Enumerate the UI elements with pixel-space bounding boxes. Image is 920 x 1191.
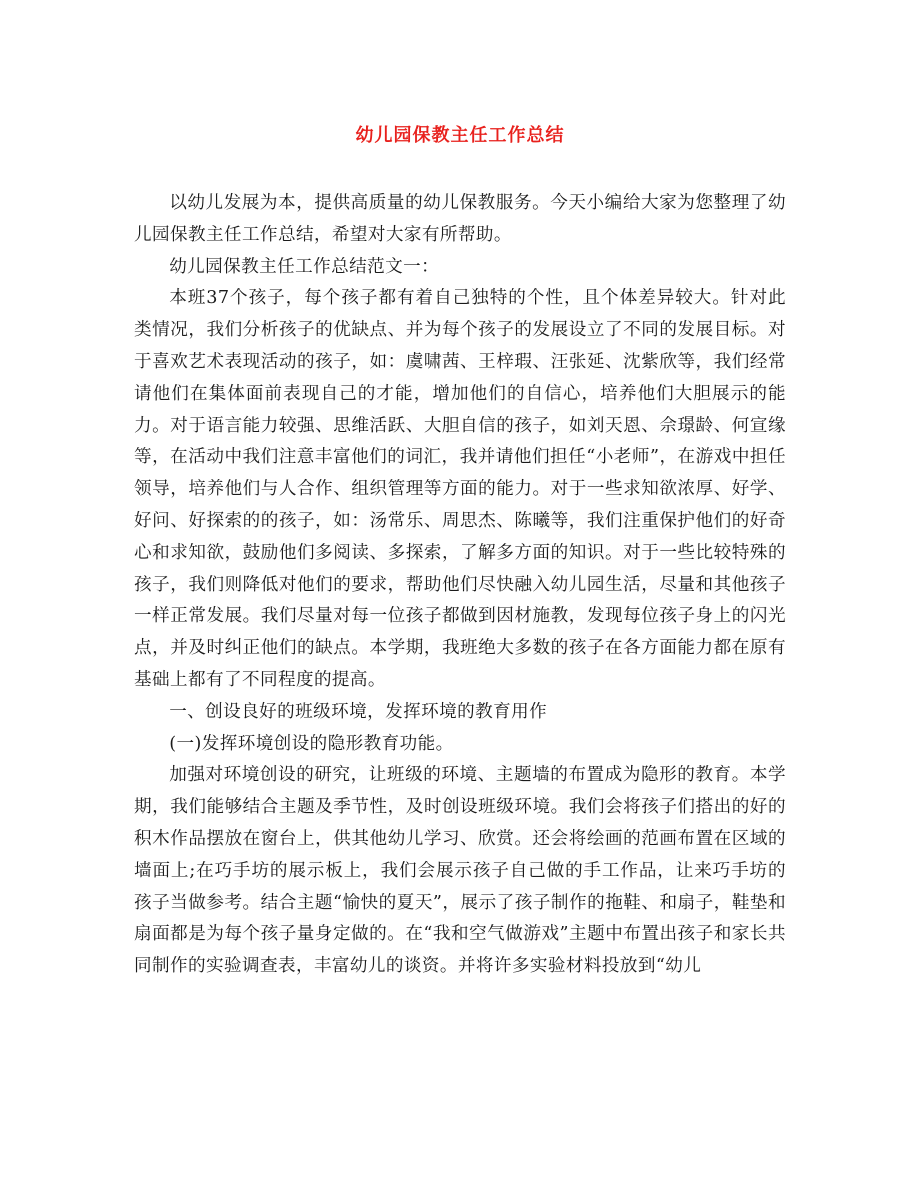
document-title: 幼儿园保教主任工作总结 xyxy=(355,125,565,146)
section-heading-environment: 一、创设良好的班级环境，发挥环境的教育用作 xyxy=(169,701,548,722)
paragraph-class-overview: 本班37个孩子，每个孩子都有着自己独特的个性，且个体差异较大。针对此类情况，我们分析孩子的优缺点、并为每个孩子的发展设立了不同的发展目标。对于喜欢艺术表现活动的孩子，如：虞啸茜、王梓瑕、汪张延、沈紫欣等，我们经常请他们在集体面前表现自己的才能，增加他们的自信心，培养他们大胆展示的能力。对于语言能力较强、思维活跃、大胆自信的孩子，如刘天恩、佘璟龄、何宣缘等，在活动中我们注意丰富他们的词汇，我并请他们担任“小老师”，在游戏中担任领导，培养他们与人合作、组织管理等方面的能力。对于一些求知欲浓厚、好学、好问、好探索的的孩子，如：汤常乐、周思杰、陈曦等，我们注重保护他们的好奇心和求知欲，鼓励他们多阅读、多探索，了解多方面的知识。对于一些比较特殊的孩子，我们则降低对他们的要求，帮助他们尽快融入幼儿园生活，尽量和其他孩子一样正常发展。我们尽量对每一位孩子都做到因材施教，发现每位孩子身上的闪光点，并及时纠正他们的缺点。本学期，我班绝大多数的孩子在各方面能力都在原有基础上都有了不同程度的提高。 xyxy=(134,288,786,690)
paragraph-environment-design: 加强对环境创设的研究，让班级的环境、主题墙的布置成为隐形的教育。本学期，我们能够结合主题及季节性，及时创设班级环境。我们会将孩子们搭出的好的积木作品摆放在窗台上，供其他幼儿学习、欣赏。还会将绘画的范画布置在区域的墙面上;在巧手坊的展示板上，我们会展示孩子自己做的手工作品，让来巧手坊的孩子当做参考。结合主题“愉快的夏天”，展示了孩子制作的拖鞋、和扇子，鞋垫和扇面都是为每个孩子量身定做的。在“我和空气做游戏”主题中布置出孩子和家长共同制作的实验调查表，丰富幼儿的谈资。并将许多实验材料投放到“幼儿 xyxy=(134,765,786,977)
paragraph-sample-heading: 幼儿园保教主任工作总结范文一： xyxy=(169,256,440,277)
subsection-heading-hidden-education: (一)发挥环境创设的隐形教育功能。 xyxy=(169,733,454,754)
paragraph-intro: 以幼儿发展为本，提供高质量的幼儿保教服务。今天小编给大家为您整理了幼儿园保教主任工作总结，希望对大家有所帮助。 xyxy=(134,193,786,245)
document-body xyxy=(134,188,786,983)
